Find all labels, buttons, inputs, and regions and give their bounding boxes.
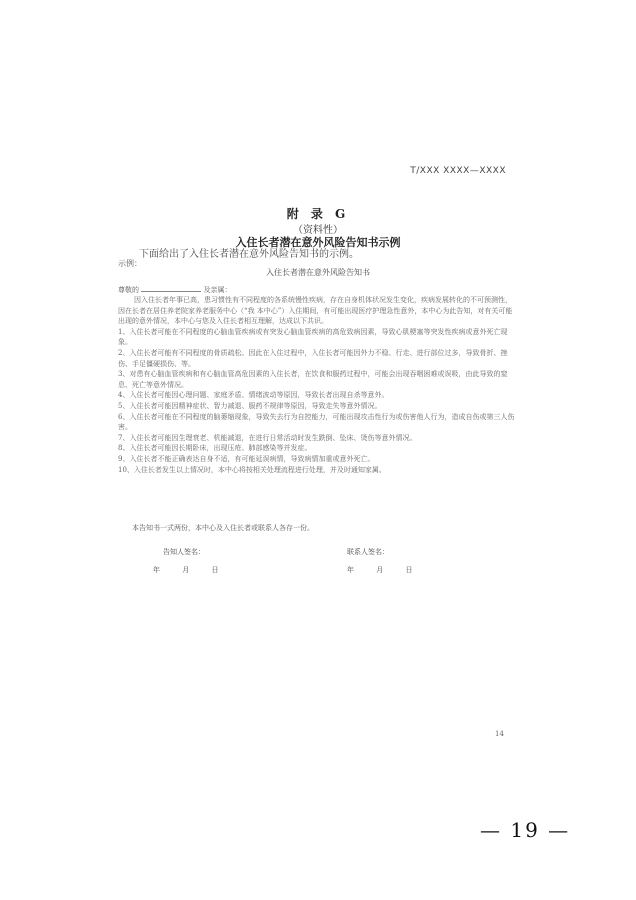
appendix-nature: （资料性） bbox=[293, 225, 343, 236]
closing-text: 本告知书一式两份，本中心及入住长者或联系人各存一份。 bbox=[132, 524, 314, 532]
inner-page-number: 14 bbox=[495, 730, 504, 738]
contact-date: 年 月 日 bbox=[347, 566, 413, 574]
contact-signature-label: 联系人签名： bbox=[347, 548, 389, 556]
salutation bbox=[118, 285, 231, 295]
standard-code: T/XXX XXXX—XXXX bbox=[410, 166, 506, 176]
body-paragraph: 3、对患有心脑血管疾病和有心脑血管高危因素的入住长者，在饮食和服药过程中，可能会出现吞咽困难或误吸，由此导致的窒息、死亡等意外情况。 bbox=[118, 370, 508, 389]
notifier-date: 年 月 日 bbox=[153, 566, 219, 574]
body-paragraph: 9、入住长者不能正确表达自身不适，有可能延误病情，导致病情加重或意外死亡。 bbox=[118, 454, 375, 463]
body-paragraph: 10、入住长者发生以上情况时，本中心将按相关处理流程进行处理，并及时通知家属。 bbox=[118, 465, 386, 474]
body-paragraph: 5、入住长者可能因精神症状、智力减退、服药不规律等原因，导致走失等意外情况。 bbox=[118, 401, 382, 410]
body-paragraph: 6、入住长者可能在不同程度的脑萎缩现象，导致失去行为自控能力，可能出现攻击性行为或伤害他人行为，造成自伤或第三人伤害。 bbox=[118, 412, 515, 432]
example-label: 示例： bbox=[118, 259, 142, 268]
form-title: 入住长者潜在意外风险告知书 bbox=[266, 268, 370, 277]
name-blank bbox=[141, 285, 201, 292]
salutation-prefix: 尊敬的 bbox=[118, 286, 139, 294]
body-paragraph: 4、入住长者可能因心理问题、家庭矛盾、情绪波动等原因，导致长者出现自杀等意外。 bbox=[118, 391, 389, 400]
body-paragraph: 7、入住长者可能因生理衰老、机能减退，在进行日常活动时发生跌倒、坠床、烫伤等意外情况。 bbox=[118, 433, 417, 442]
page-number: — 19 — bbox=[480, 818, 571, 842]
body-paragraph: 因入住长者年事已高，患习惯性有不同程度的各系统慢性疾病，存在自身机体状况发生变化，疾病发展转化的不可预测性，因在长者在居住养老院家养老服务中心（“我 本中心”）入住期间，有可能出现医疗护理急性意外，本中心为此告知，对有关可能出现的意外情况，本中心与您及入住长者相互理解，达成以下共识。 bbox=[118, 296, 513, 326]
salutation-suffix: 及亲属： bbox=[203, 286, 232, 294]
notifier-signature-label: 告知人签名： bbox=[163, 548, 205, 556]
body-paragraph: 1、入住长者可能在不同程度的心脑血管疾病或有突发心脑血管疾病的高危致病因素，导致心肌梗塞等突发性疾病或意外死亡现象。 bbox=[118, 327, 508, 347]
appendix-title: 附 录 G bbox=[286, 207, 350, 221]
body-paragraph: 8、入住长者可能因长期卧床，出现压疮、肺部感染等并发症。 bbox=[118, 444, 312, 453]
body-paragraph: 2、入住长者可能有不同程度的骨质疏松。因此在入住过程中，入住长者可能因外力不稳、行走、进行部位过多，导致骨折、挫伤、手足僵硬损伤、等。 bbox=[118, 348, 508, 368]
appendix-heading: 入住长者潜在意外风险告知书示例 bbox=[235, 236, 401, 249]
intro-text: 下面给出了入住长者潜在意外风险告知书的示例。 bbox=[139, 249, 359, 260]
notice-body bbox=[118, 295, 518, 475]
